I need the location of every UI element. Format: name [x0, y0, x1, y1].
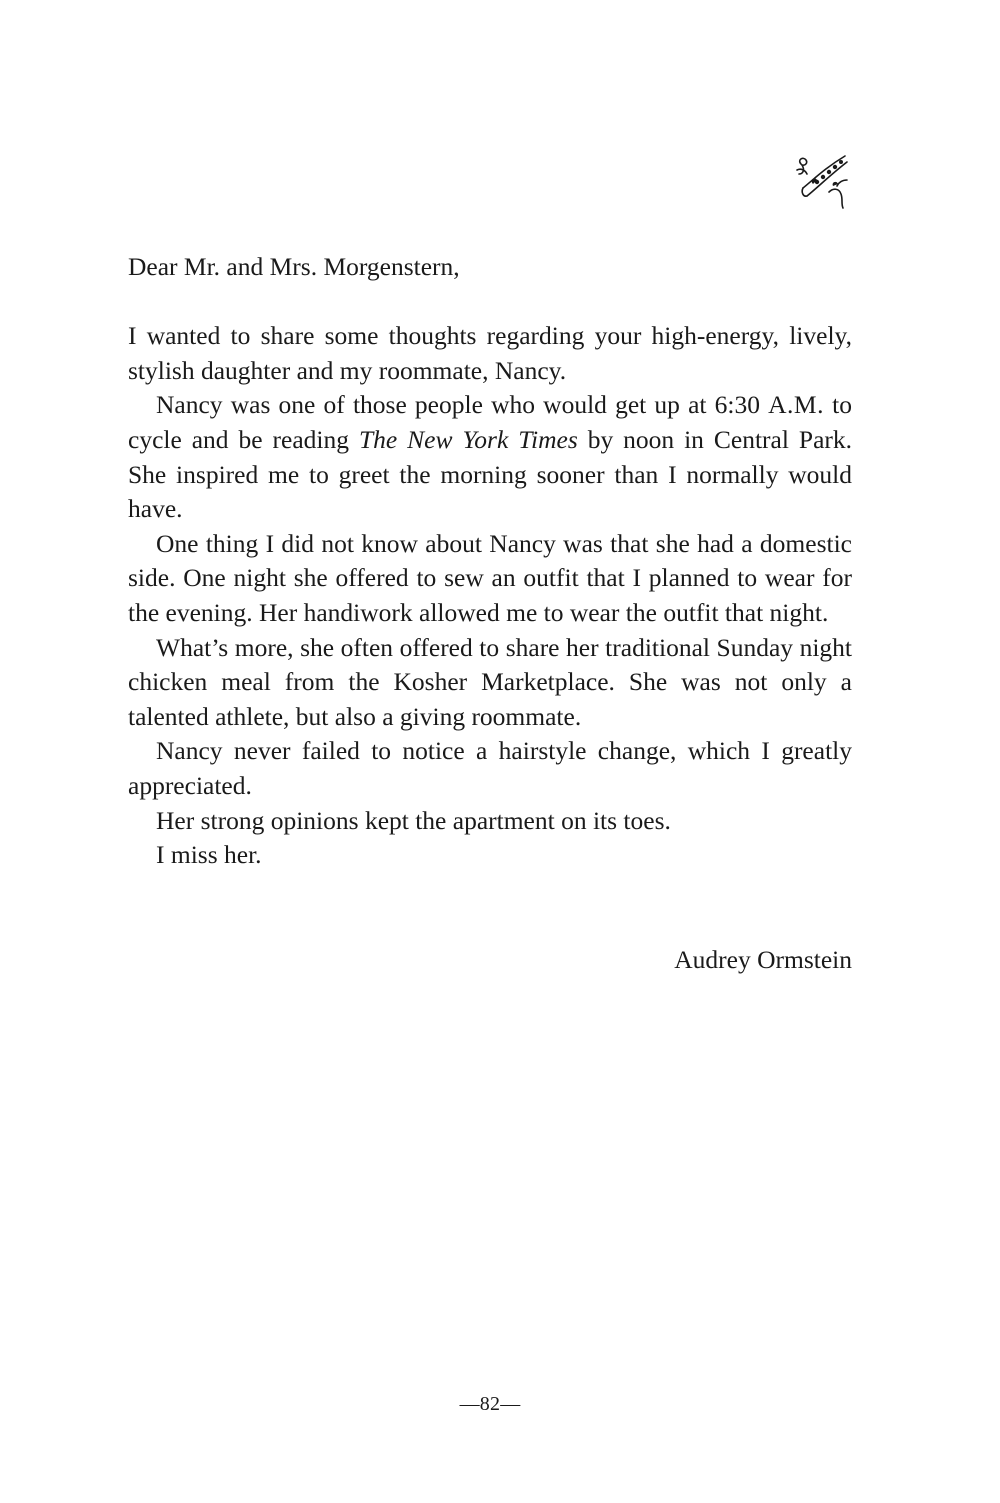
time-abbreviation: A.M. — [768, 390, 824, 420]
letter-body — [128, 250, 852, 873]
letter-signature: Audrey Ormstein — [674, 945, 852, 974]
paragraph-2-text-start: Nancy was one of those people who would get up at 6:30 — [156, 390, 769, 420]
paragraph-2-text-end: by noon in Central Park. She inspired me to greet the morning sooner than I normally would have. — [128, 424, 853, 524]
letter-paragraph-2 — [128, 388, 852, 526]
page-number: —82— — [459, 1393, 521, 1415]
newspaper-title: The New York Times — [358, 424, 578, 454]
paragraph-2-text-middle: to cycle and be reading — [128, 390, 852, 454]
letter-salutation: Dear Mr. and Mrs. Morgenstern, — [128, 252, 460, 281]
letter-paragraph-4: What’s more, she often offered to share her traditional Sunday night chicken meal from the Kosher Marketplace. She was not only a talented athlete, but also a giving roommate. — [128, 632, 852, 731]
letter-paragraph-1: I wanted to share some thoughts regarding your high-energy, lively, stylish daughter and my roommate, Nancy. — [128, 321, 852, 385]
letter-paragraph-6: Her strong opinions kept the apartment on its toes. — [156, 805, 671, 835]
letter-paragraph-3: One thing I did not know about Nancy was that she had a domestic side. One night she offered to sew an outfit that I planned to wear for the evening. Her handiwork allowed me to wear the outfit that night. — [128, 528, 852, 627]
letter-paragraph-5: Nancy never failed to notice a hairstyle change, which I greatly appreciated. — [128, 736, 852, 800]
floral-vine-ornament-icon — [793, 150, 853, 210]
letter-paragraph-7: I miss her. — [156, 840, 262, 870]
